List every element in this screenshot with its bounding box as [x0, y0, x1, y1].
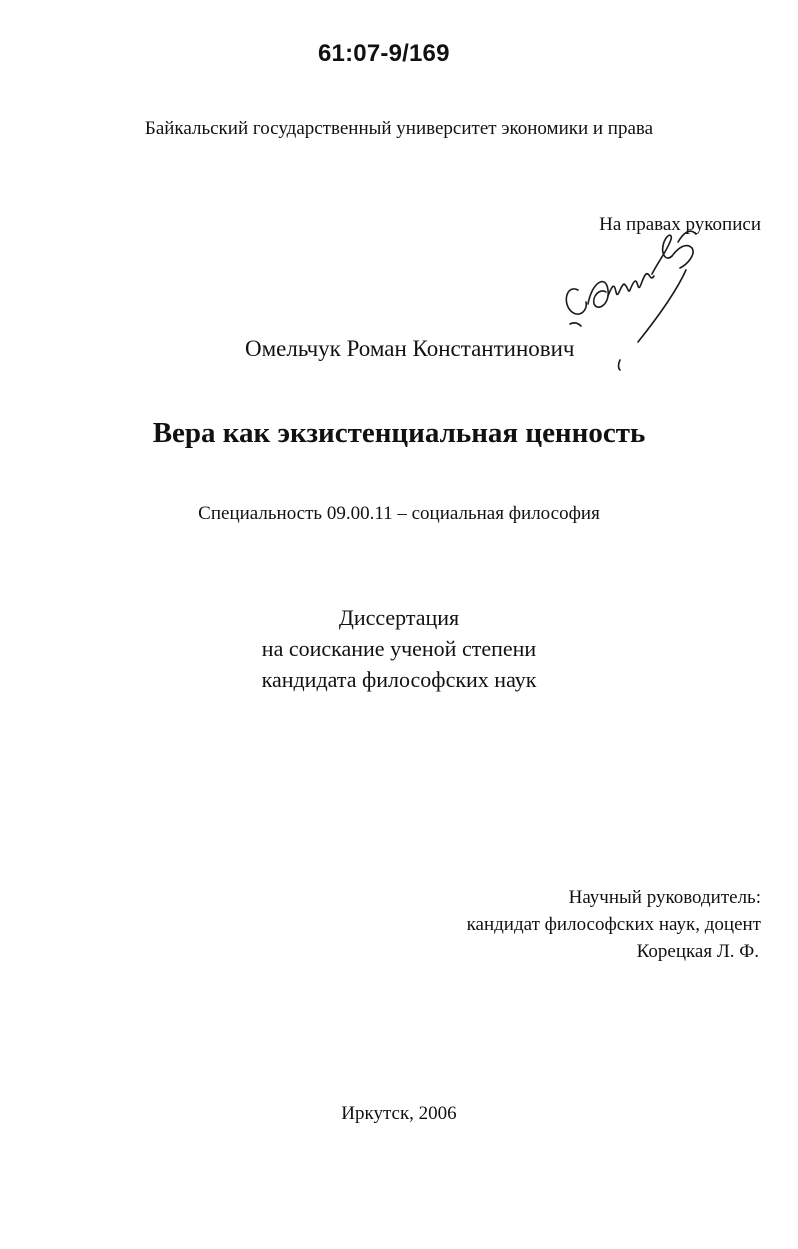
supervisor-block: [467, 884, 761, 965]
manuscript-rights-note: На правах рукописи: [599, 214, 761, 235]
catalog-number: 61:07-9/169: [318, 40, 450, 67]
author-name: Омельчук Роман Константинович: [245, 336, 575, 361]
degree-statement-line-3: кандидата философских наук: [261, 667, 537, 692]
university-name: Байкальский государственный университет экономики и права: [144, 118, 654, 139]
degree-statement-line-1: Диссертация: [338, 605, 460, 630]
supervisor-degree: кандидат философских наук, доцент: [466, 914, 761, 935]
city-and-year: Иркутск, 2006: [341, 1103, 457, 1124]
supervisor-label: Научный руководитель:: [568, 887, 761, 908]
supervisor-name: Корецкая Л. Ф.: [636, 941, 759, 962]
degree-statement: [0, 602, 798, 695]
specialty-line: Специальность 09.00.11 – социальная философия: [198, 503, 600, 524]
degree-statement-line-2: на соискание ученой степени: [261, 636, 537, 661]
dissertation-title: Вера как экзистенциальная ценность: [152, 417, 646, 449]
